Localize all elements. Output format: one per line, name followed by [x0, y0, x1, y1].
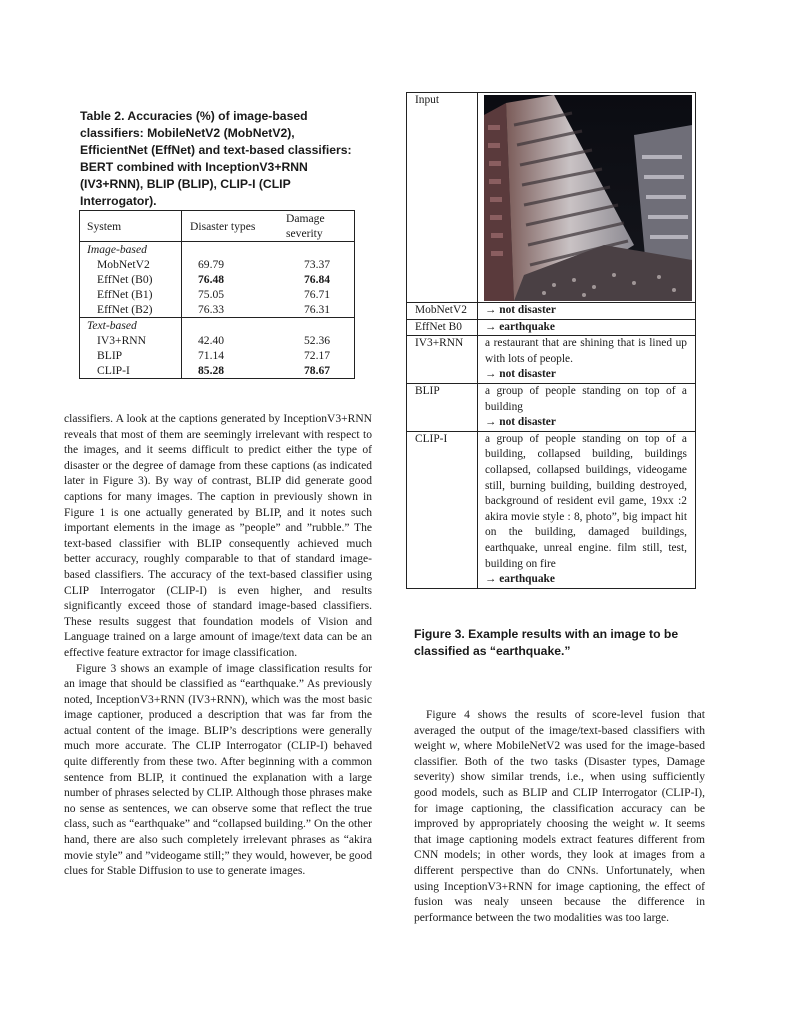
left-column-text: [64, 412, 372, 880]
header-disaster-types: Disaster types: [182, 211, 276, 242]
table-row: CLIP-I 85.28 78.67: [80, 363, 355, 379]
paragraph: Figure 3 shows an example of image classification results for an image that should be classified as “earthquake.” As previously noted, InceptionV3+RNN (IV3+RNN), which was the most basic image captioner, produced a description that was far from the actual content of the image. BLIP’s descriptions were generally much more accurate. The CLIP Interrogator (CLIP-I) behaved quite differently from these two. After beginning with a common sentence from BLIP, it continued the explanation with a large number of phrases selected by CLIP. Although those phrases make no sense as sentences, we can observe some that reflect the true class, such as “earthquake” and “collapsed building.” On the other hand, there are also such completely irrelevant phrases as “akira movie style” and ”videogame still;” they would, however, be good clues for Stable Diffusion to use to generate images.: [64, 662, 372, 878]
collapsed-building-photo: [484, 95, 692, 301]
header-damage-severity: Damage severity: [275, 211, 355, 242]
weight-symbol: w: [449, 740, 458, 753]
result-label: not disaster: [499, 368, 556, 381]
caption-text: a group of people standing on top of a building: [485, 384, 687, 413]
figure-row-iv3-rnn: IV3+RNN a restaurant that are shining that is lined up with lots of people. → not disaster: [407, 336, 696, 384]
results-table: [79, 210, 355, 379]
result-label: not disaster: [499, 416, 556, 429]
input-image-cell: [478, 93, 696, 303]
header-system: System: [80, 211, 182, 242]
figure-row-mobnetv2: MobNetV2 → not disaster: [407, 303, 696, 320]
figure-row-blip: BLIP a group of people standing on top of a building → not disaster: [407, 383, 696, 431]
caption-text: a group of people standing on top of a building, collapsed building, buildings collapsed, collapsed buildings, videogame still, burning building, building destroyed, background of resident evil game, 19xx :2 akira movie style : 8, photo”, big impact hit on the building, damaged buildings, earthquake, unreal engine. film still, test, building on fire: [485, 432, 687, 570]
result-label: earthquake: [499, 320, 555, 333]
result-label: not disaster: [499, 304, 556, 316]
caption-text: a restaurant that are shining that is lined up with lots of people.: [485, 337, 687, 365]
result-label: earthquake: [499, 573, 555, 586]
table-header-row: [80, 211, 355, 242]
example-figure: [406, 92, 696, 589]
table-row: BLIP 71.14 72.17: [80, 348, 355, 363]
group-image-based: Image-based: [80, 242, 355, 258]
figure-caption: Figure 3. Example results with an image to be classified as “earthquake.”: [414, 627, 679, 658]
figure-row-effnet-b0: EffNet B0 → earthquake: [407, 319, 696, 336]
group-text-based: Text-based: [80, 318, 355, 334]
paragraph: classifiers. A look at the captions generated by InceptionV3+RNN reveals that most of them are seemingly irrelevant with respect to the images, and it seems difficult to predict either the type of disaster or the degree of damage from these captions (as indicated later in Figure 3). By way of contrast, BLIP did generate good captions for many images. The caption in previously shown in Figure 1 is one actually generated by BLIP, and it notes such important elements in the image as ”people” and ”rubble.” The text-based classifier with BLIP consequently achieved much better accuracy, roughly comparable to that of standard image-based classifiers. The accuracy of the text-based classifier using CLIP Interrogator (CLIP-I) is even higher, and results significantly exceed those of standard image-based classifiers. These results suggest that foundation models of Vision and Language trained on a large amount of image/text data can be an effective feature extractor for image classification.: [64, 413, 372, 659]
figure-row-clip-i: CLIP-I a group of people standing on top of a building, collapsed building, buildings collapsed, collapsed buildings, videogame still, burning building, building destroyed, background of resident evil game, 19xx :2 akira movie style : 8, photo”, big impact hit on the building, damaged buildings, earthquake, unreal engine. film still, test, building on fire → earthquake: [407, 431, 696, 588]
table-row: IV3+RNN 42.40 52.36: [80, 333, 355, 348]
table-row: MobNetV2 69.79 73.37: [80, 257, 355, 272]
table-row: EffNet (B1) 75.05 76.71: [80, 287, 355, 302]
table-row: EffNet (B0) 76.48 76.84: [80, 272, 355, 287]
right-column-text: Figure 4 shows the results of score-level fusion that averaged the output of the image/text-based classifiers with weight w, where MobileNetV2 was used for the image-based classifier. Both of the two tasks (Disaster types, Damage severity) show similar trends, i.e., when using sufficiently good models, such as BLIP and CLIP Interrogator (CLIP-I), for image captioning, the classification accuracy can be improved by appropriately choosing the weight w. It seems that image captioning models extract features different from CNN models; in other words, they look at images from a different perspective than do CNNs. Unfortunately, when using InceptionV3+RNN for image captioning, the effect of fusion was nealy unseen because the difference in performance between the two modalities was too large.: [414, 709, 705, 924]
input-label: Input: [407, 93, 478, 303]
table-caption: Table 2. Accuracies (%) of image-based classifiers: MobileNetV2 (MobNetV2), EfficientNet (EffNet) and text-based classifiers: BERT combined with InceptionV3+RNN (IV3+RNN), BLIP (BLIP), CLIP-I (CLIP Interrogator).: [80, 109, 352, 208]
figure-input-row: [407, 93, 696, 303]
table-row: EffNet (B2) 76.33 76.31: [80, 302, 355, 318]
weight-symbol: w: [649, 818, 657, 831]
